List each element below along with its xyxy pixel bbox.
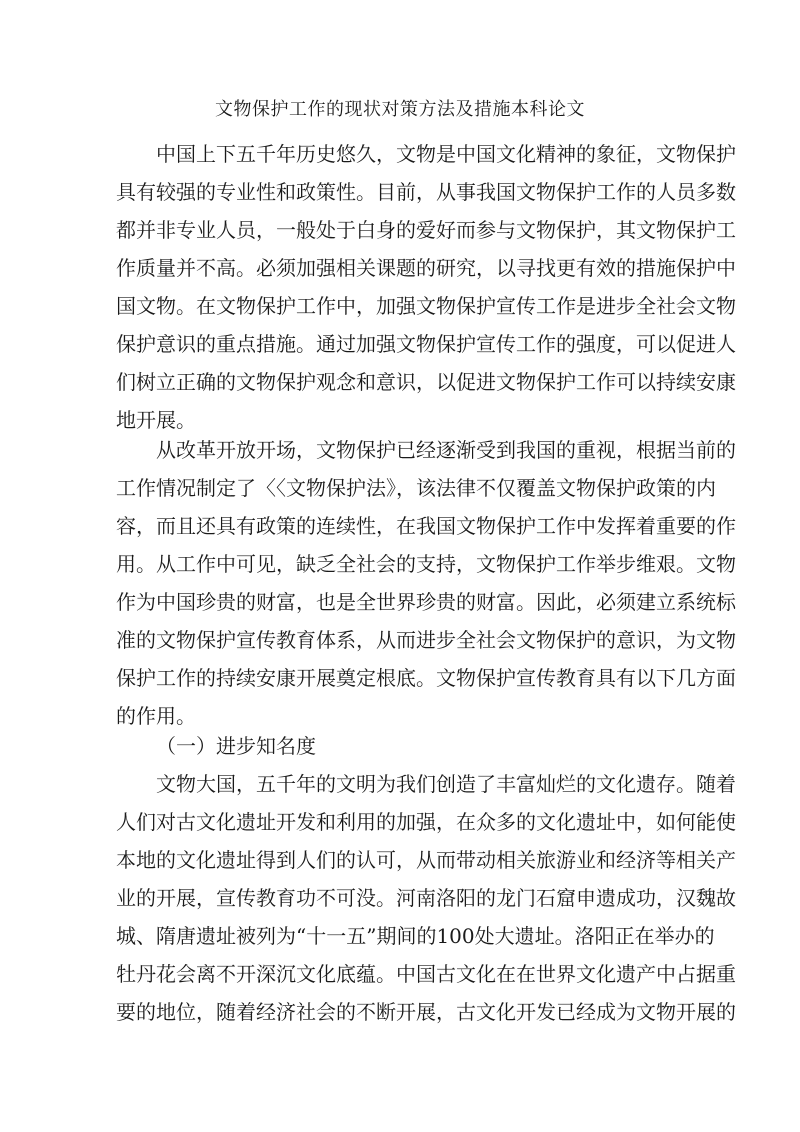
paragraph-1-line-7: 们树立正确的文物保护观念和意识，以促进文物保护工作可以持续安康 [116,370,736,394]
paragraph-3-line-5: 城、隋唐遗址被列为“十一五”期间的100处大遗址。洛阳正在举办的 [116,924,715,948]
paragraph-3-line-1: 文物大国，五千年的文明为我们创造了丰富灿烂的文化遗存。随着 [156,772,736,796]
paragraph-2-line-1: 从改革开放开场，文物保护已经逐渐受到我国的重视，根据当前的 [156,438,736,462]
paragraph-1-line-5: 国文物。在文物保护工作中，加强文物保护宣传工作是进步全社会文物 [116,294,736,318]
paragraph-1-line-6: 保护意识的重点措施。通过加强文物保护宣传工作的强度，可以促进人 [116,332,736,356]
paragraph-2-line-2: 工作情况制定了〈〈文物保护法》，该法律不仅覆盖文物保护政策的内 [116,476,716,500]
paragraph-3-line-4: 业的开展，宣传教育功不可没。河南洛阳的龙门石窟申遗成功，汉魏故 [116,886,736,910]
paragraph-3-line-6: 牡丹花会离不开深沉文化底蕴。中国古文化在在世界文化遗产中占据重 [116,962,736,986]
section-heading: （一）进步知名度 [156,734,316,758]
paragraph-2-line-6: 准的文物保护宣传教育体系，从而进步全社会文物保护的意识，为文物 [116,628,736,652]
paragraph-1-line-2: 具有较强的专业性和政策性。目前，从事我国文物保护工作的人员多数 [116,180,736,204]
paragraph-3-line-7: 要的地位，随着经济社会的不断开展，古文化开发已经成为文物开展的 [116,1000,736,1024]
paragraph-2-line-7: 保护工作的持续安康开展奠定根底。文物保护宣传教育具有以下几方面 [116,666,736,690]
document-title: 文物保护工作的现状对策方法及措施本科论文 [215,99,585,120]
paragraph-2-line-8: 的作用。 [116,704,196,728]
paragraph-3-line-3: 本地的文化遗址得到人们的认可，从而带动相关旅游业和经济等相关产 [116,848,736,872]
paragraph-1-line-3: 都并非专业人员，一般处于白身的爱好而参与文物保护，其文物保护工 [116,218,736,242]
paragraph-2-line-4: 用。从工作中可见，缺乏全社会的支持，文物保护工作举步维艰。文物 [116,552,736,576]
paragraph-3-line-2: 人们对古文化遗址开发和利用的加强，在众多的文化遗址中，如何能使 [116,810,736,834]
paragraph-1-line-1: 中国上下五千年历史悠久，文物是中国文化精神的象征，文物保护 [156,142,736,166]
paragraph-2-line-3: 容，而且还具有政策的连续性，在我国文物保护工作中发挥着重要的作 [116,514,736,538]
paragraph-1-line-8: 地开展。 [116,408,196,432]
paragraph-1-line-4: 作质量并不高。必须加强相关课题的研究，以寻找更有效的措施保护中 [116,256,736,280]
paragraph-2-line-5: 作为中国珍贵的财富，也是全世界珍贵的财富。因此，必须建立系统标 [116,590,736,614]
